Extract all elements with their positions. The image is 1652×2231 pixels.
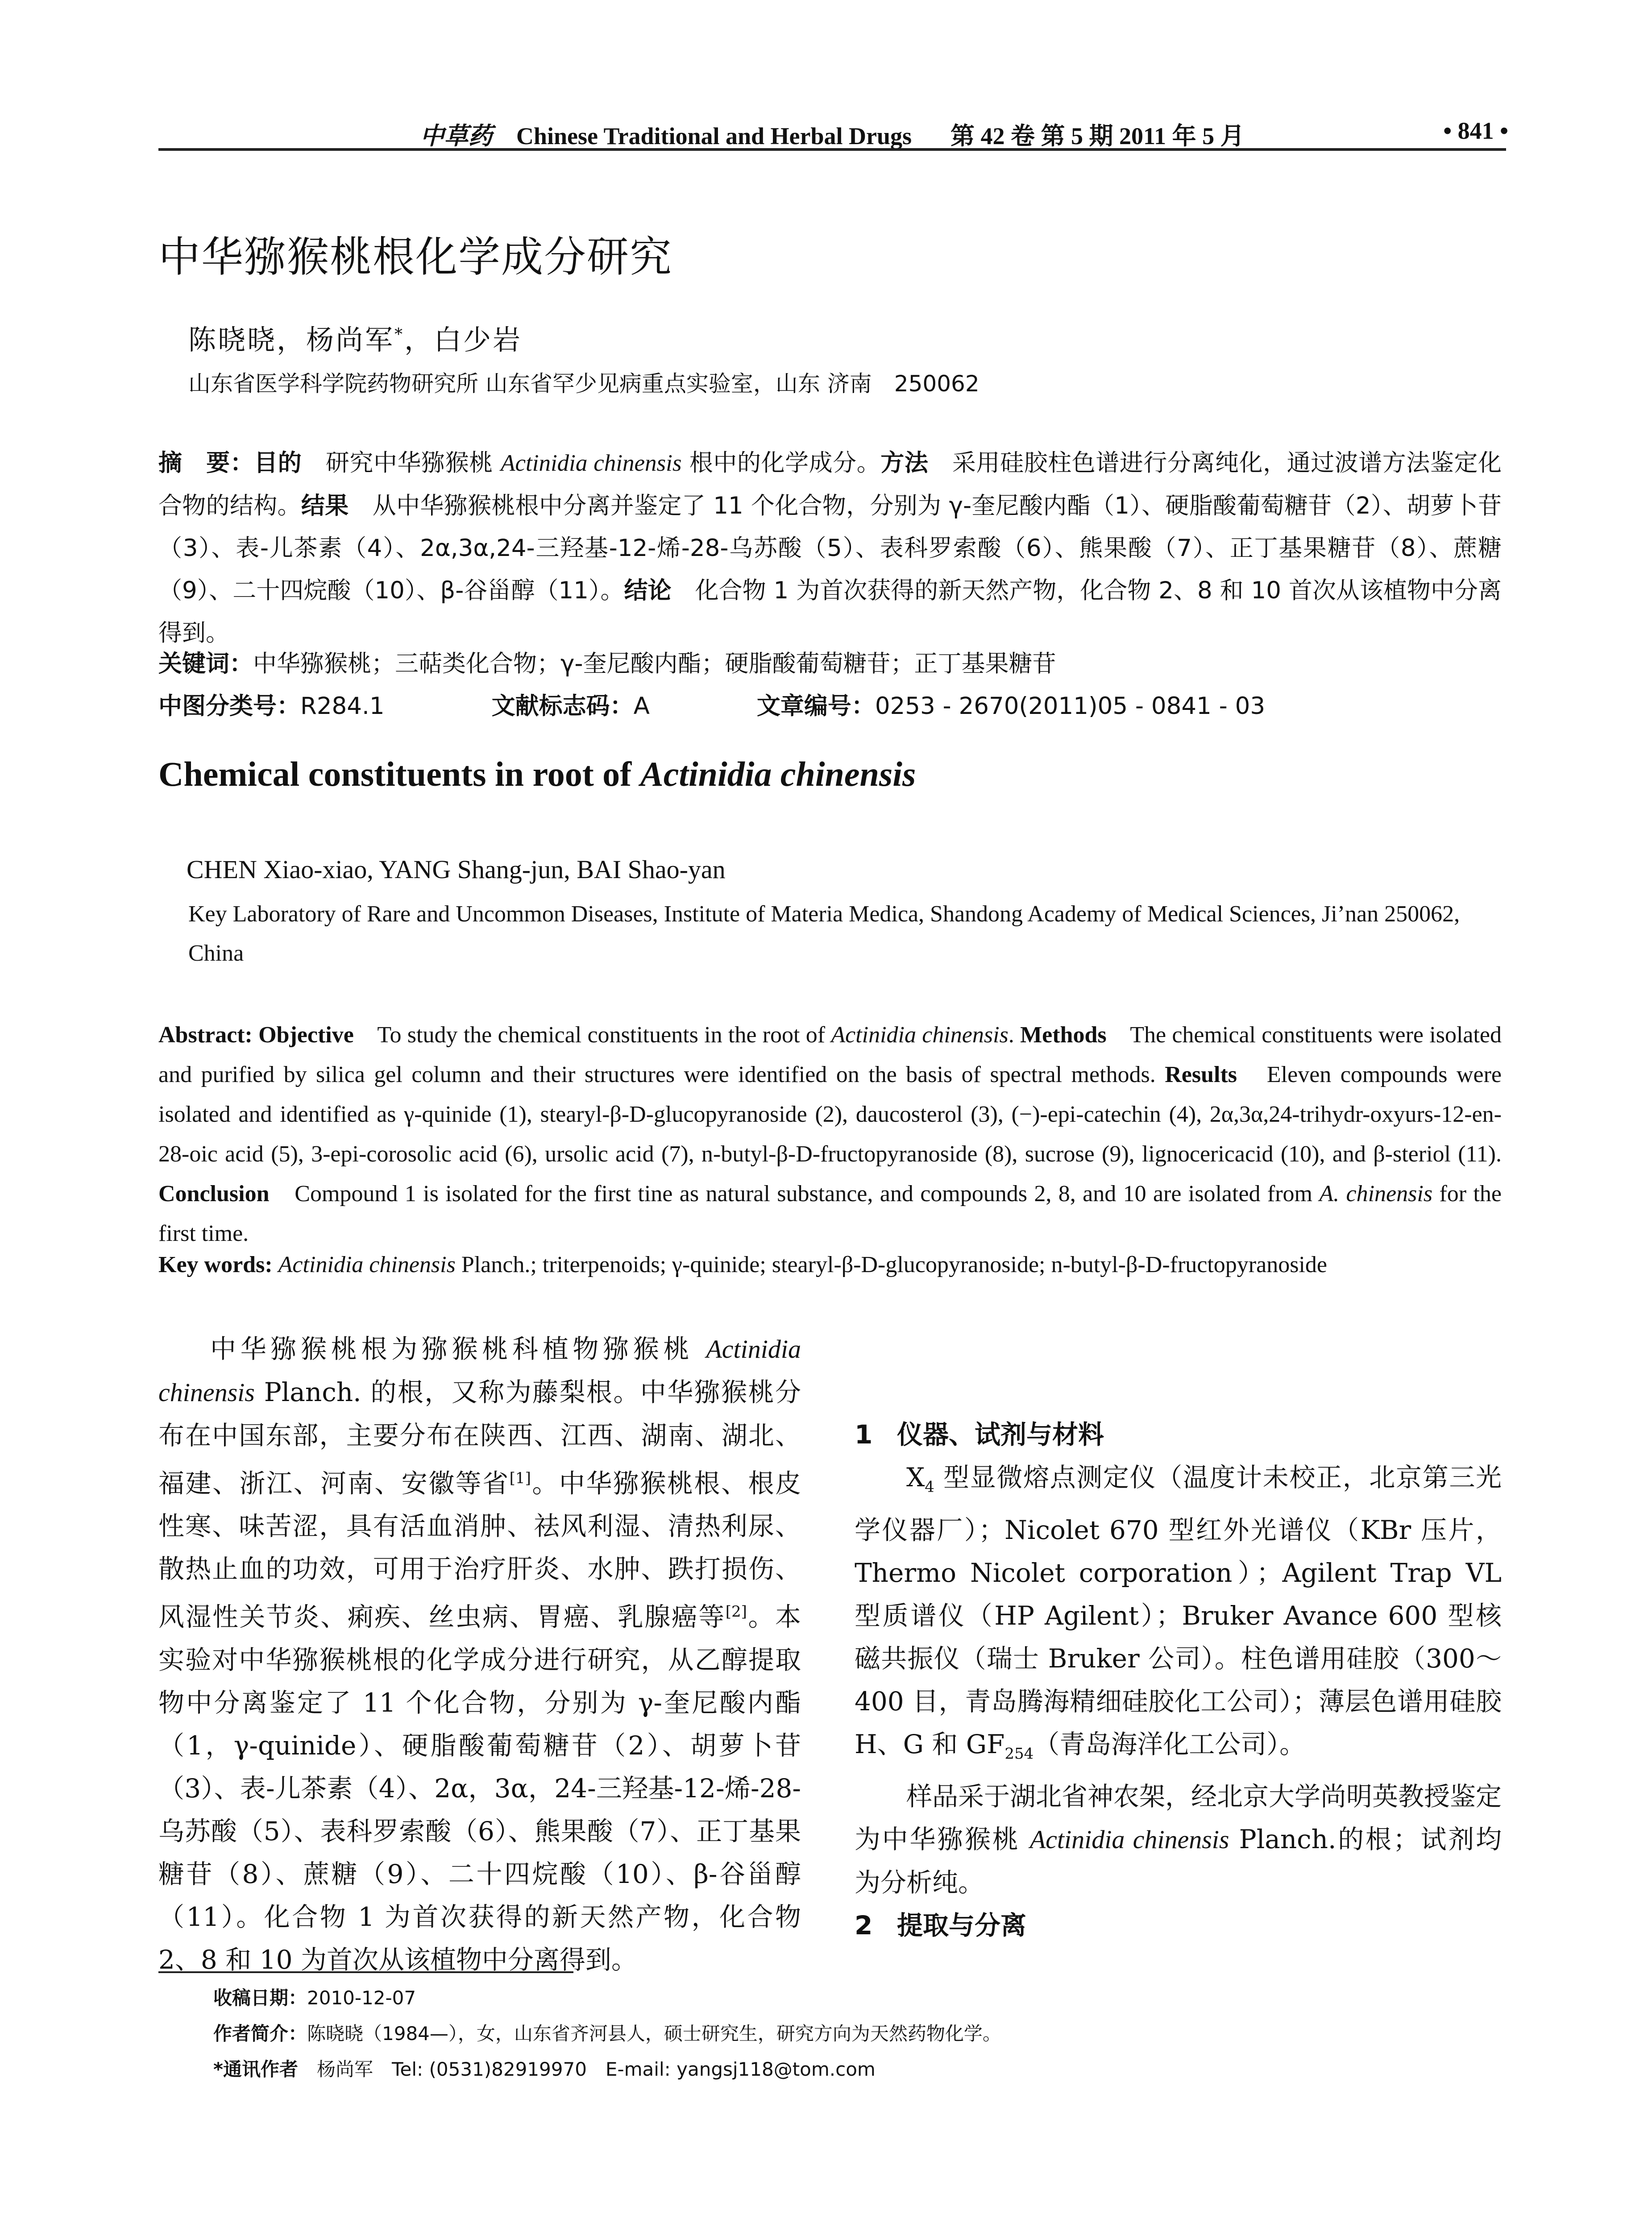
sample-species: Actinidia chinensis bbox=[1029, 1825, 1229, 1854]
intro-text-a: 中华猕猴桃根为猕猴桃科植物猕猴桃 bbox=[210, 1334, 706, 1364]
objective-species-zh: Actinidia chinensis bbox=[501, 450, 682, 476]
keywords-en-text: Planch.; triterpenoids; γ-quinide; stearyl-β-D-glucopyranoside; n-butyl-β-D-fructopyranoside bbox=[455, 1252, 1327, 1277]
classification-zh bbox=[158, 687, 1502, 721]
instruments-subscript: 4 bbox=[925, 1478, 934, 1496]
section-2-heading bbox=[855, 1904, 1502, 1947]
affiliation-en: Key Laboratory of Rare and Uncommon Diseases, Institute of Materia Medica, Shandong Academy of Medical Sciences, Ji’nan 250062, China bbox=[188, 901, 1460, 966]
conclusion-text-en-a: Compound 1 is isolated for the first tine as natural substance, and compounds 2, 8, and 10 are isolated from bbox=[269, 1181, 1320, 1207]
keywords-zh-label: 关键词： bbox=[158, 650, 253, 677]
conclusion-label-en: Conclusion bbox=[158, 1181, 270, 1207]
methods-text-zh: 采用硅胶柱色谱进行分离纯化，通过波谱方法鉴定化合物的结构。 bbox=[158, 449, 1502, 519]
authors-zh bbox=[188, 318, 522, 357]
keywords-zh bbox=[158, 645, 1502, 679]
instruments-text-b: 型显微熔点测定仪（温度计未校正，北京第三光学仪器厂）；Nicolet 670 型红外光谱仪（KBr 压片，Thermo Nicolet corporation）；Agilent Trap VL 型质谱仪（HP Agilent）；Bruker Avance 600 型核磁共振仪（瑞士 Bruker 公司）。柱色谱用硅胶（300～400 目，青岛腾海精细硅胶化工公司）；薄层色谱用硅胶 H、G 和 GF bbox=[855, 1462, 1502, 1759]
sample-text-b: Planch.的根；试剂均为分析纯。 bbox=[855, 1824, 1502, 1898]
citation-ref-2: [2] bbox=[725, 1603, 747, 1621]
bio-text: 陈晓晓（1984—），女，山东省齐河县人，硕士研究生，研究方向为天然药物化学。 bbox=[307, 2023, 1001, 2044]
footnote-author-bio bbox=[213, 2019, 1001, 2046]
results-label-en: Results bbox=[1165, 1062, 1237, 1087]
footnote-received bbox=[213, 1983, 416, 2010]
authors-zh-part1: 陈晓晓，杨尚军 bbox=[188, 323, 395, 356]
keywords-zh-text: 中华猕猴桃；三萜类化合物；γ-奎尼酸内酯；硬脂酸葡萄糖苷；正丁基果糖苷 bbox=[253, 650, 1056, 677]
article-id-value: 0253 - 2670(2011)05 - 0841 - 03 bbox=[875, 693, 1266, 720]
journal-name-zh: 中草药 bbox=[420, 123, 493, 149]
footnote-rule bbox=[158, 1971, 573, 1973]
objective-text-zh-a: 研究中华猕猴桃 bbox=[302, 449, 501, 477]
title-en-species: Actinidia chinensis bbox=[640, 755, 916, 793]
keywords-en-species: Actinidia chinensis bbox=[278, 1252, 456, 1277]
objective-text-zh-b: 根中的化学成分。 bbox=[681, 449, 881, 477]
instruments-text-c: （青岛海洋化工公司）。 bbox=[1034, 1729, 1306, 1759]
methods-text-en: The chemical constituents were isolated and purified by silica gel column and their structures were identified on the basis of spectral methods. bbox=[158, 1022, 1502, 1087]
abstract-en bbox=[158, 1015, 1502, 1253]
title-en-main: Chemical constituents in root of bbox=[158, 755, 640, 793]
section-1-heading bbox=[855, 1413, 1502, 1456]
title-en bbox=[158, 754, 916, 794]
doc-code-value: A bbox=[633, 693, 650, 720]
journal-name-en: Chinese Traditional and Herbal Drugs bbox=[516, 123, 912, 149]
clc-value: R284.1 bbox=[300, 693, 385, 720]
title-zh: 中华猕猴桃根化学成分研究 bbox=[158, 233, 673, 282]
methods-label-zh: 方法 bbox=[880, 449, 929, 477]
instruments-paragraph bbox=[855, 1456, 1502, 1775]
running-header bbox=[158, 117, 1506, 151]
results-label-zh: 结果 bbox=[301, 492, 349, 519]
corresponding-contact: 杨尚军 Tel: (0531)82919970 E-mail: yangsj118@tom.com bbox=[298, 2058, 876, 2080]
objective-label-zh: 目的 bbox=[254, 449, 302, 477]
body-left-column bbox=[158, 1327, 801, 1981]
affiliation-zh: 山东省医学科学院药物研究所 山东省罕少见病重点实验室，山东 济南 250062 bbox=[188, 371, 980, 397]
methods-label-en: Methods bbox=[1020, 1022, 1107, 1048]
intro-continuation-spacer bbox=[855, 1327, 1502, 1413]
corresponding-label: *通讯作者 bbox=[213, 2058, 298, 2080]
header-rule bbox=[158, 148, 1506, 151]
sample-paragraph bbox=[855, 1775, 1502, 1904]
section-1-title: 仪器、试剂与材料 bbox=[897, 1419, 1104, 1450]
intro-text-d: 。本实验对中华猕猴桃根的化学成分进行研究，从乙醇提取物中分离鉴定了 11 个化合物，分别为 γ-奎尼酸内酯（1，γ-quinide）、硬脂酸葡萄糖苷（2）、胡萝卜苷（3）、表-儿茶素（4）、2α，3α，24-三羟基-12-烯-28-乌苏酸（5）、表科罗索酸（6）、熊果酸（7）、正丁基果糖苷（8）、蔗糖（9）、二十四烷酸（10）、β-谷甾醇（11）。化合物 1 为首次获得的新天然产物，化合物 2、8 和 10 为首次从该植物中分离得到。 bbox=[158, 1601, 801, 1975]
page-number: • 841 • bbox=[1443, 117, 1508, 144]
authors-en: CHEN Xiao-xiao, YANG Shang-jun, BAI Shao-yan bbox=[187, 855, 726, 884]
conclusion-label-zh: 结论 bbox=[624, 577, 672, 604]
received-date: 2010-12-07 bbox=[307, 1987, 416, 2009]
objective-species-en: Actinidia chinensis bbox=[831, 1022, 1009, 1048]
objective-text-en-a: To study the chemical constituents in the root of bbox=[353, 1022, 831, 1048]
abstract-en-label: Abstract: Objective bbox=[158, 1022, 354, 1048]
footnote-corresponding bbox=[213, 2055, 876, 2082]
instruments-subscript-2: 254 bbox=[1004, 1745, 1034, 1763]
keywords-en-label: Key words: bbox=[158, 1252, 278, 1277]
journal-issue: 第 42 卷 第 5 期 2011 年 5 月 bbox=[951, 123, 1245, 149]
keywords-en bbox=[158, 1252, 1502, 1278]
abstract-zh-label: 摘 要： bbox=[158, 449, 254, 477]
instruments-text-a: X bbox=[906, 1462, 925, 1493]
objective-text-en-b: . bbox=[1008, 1022, 1021, 1048]
section-2-title: 提取与分离 bbox=[897, 1910, 1027, 1941]
received-label: 收稿日期： bbox=[213, 1987, 307, 2009]
conclusion-species-en: A. chinensis bbox=[1319, 1181, 1433, 1207]
results-text-en: Eleven compounds were isolated and identified as γ-quinide (1), stearyl-β-D-glucopyranoside (2), daucosterol (3), (−)-epi-catechin (4), 2α,3α,24-trihydr-oxyurs-12-en-28-oic acid (5), 3-epi-corosolic acid (6), ursolic acid (7), n-butyl-β-D-fructopyranoside (8), sucrose (9), lignocericacid (10), and β-steriol (11). bbox=[158, 1062, 1502, 1167]
results-text-zh: 从中华猕猴桃根中分离并鉴定了 11 个化合物，分别为 γ-奎尼酸内酯（1）、硬脂酸葡萄糖苷（2）、胡萝卜苷（3）、表-儿茶素（4）、2α,3α,24-三羟基-12-烯-28-乌苏酸（5）、表科罗索酸（6）、熊果酸（7）、正丁基果糖苷（8）、蔗糖（9）、二十四烷酸（10）、β-谷甾醇（11）。 bbox=[158, 492, 1502, 604]
article-id-label: 文章编号： bbox=[756, 693, 875, 720]
doc-code-label: 文献标志码： bbox=[491, 693, 634, 720]
conclusion-text-zh: 化合物 1 为首次获得的新天然产物，化合物 2、8 和 10 首次从该植物中分离得到。 bbox=[158, 577, 1502, 647]
intro-text-b: Planch. 的根，又称为藤梨根。中华猕猴桃分布在中国东部，主要分布在陕西、江西、湖南、湖北、福建、浙江、河南、安徽等省 bbox=[158, 1377, 801, 1499]
conclusion-text-en-b: for the first time. bbox=[158, 1181, 1502, 1246]
section-2-number: 2 bbox=[855, 1910, 873, 1941]
corresponding-mark: * bbox=[394, 325, 405, 344]
section-1-number: 1 bbox=[855, 1419, 873, 1450]
intro-paragraph bbox=[158, 1327, 801, 1981]
abstract-zh bbox=[158, 442, 1502, 654]
body-right-column bbox=[855, 1327, 1502, 1947]
intro-species: Actinidia chinensis bbox=[158, 1335, 801, 1407]
bio-label: 作者简介： bbox=[213, 2023, 307, 2044]
intro-text-c: 。中华猕猴桃根、根皮性寒、味苦涩，具有活血消肿、祛风利湿、清热利尿、散热止血的功效，可用于治疗肝炎、水肿、跌打损伤、风湿性关节炎、痢疾、丝虫病、胃癌、乳腺癌等 bbox=[158, 1468, 801, 1632]
clc-label: 中图分类号： bbox=[158, 693, 300, 720]
authors-zh-part2: ，白少岩 bbox=[404, 323, 523, 356]
citation-ref-1: [1] bbox=[509, 1469, 531, 1487]
sample-text-a: 样品采于湖北省神农架，经北京大学尚明英教授鉴定为中华猕猴桃 bbox=[855, 1781, 1502, 1855]
